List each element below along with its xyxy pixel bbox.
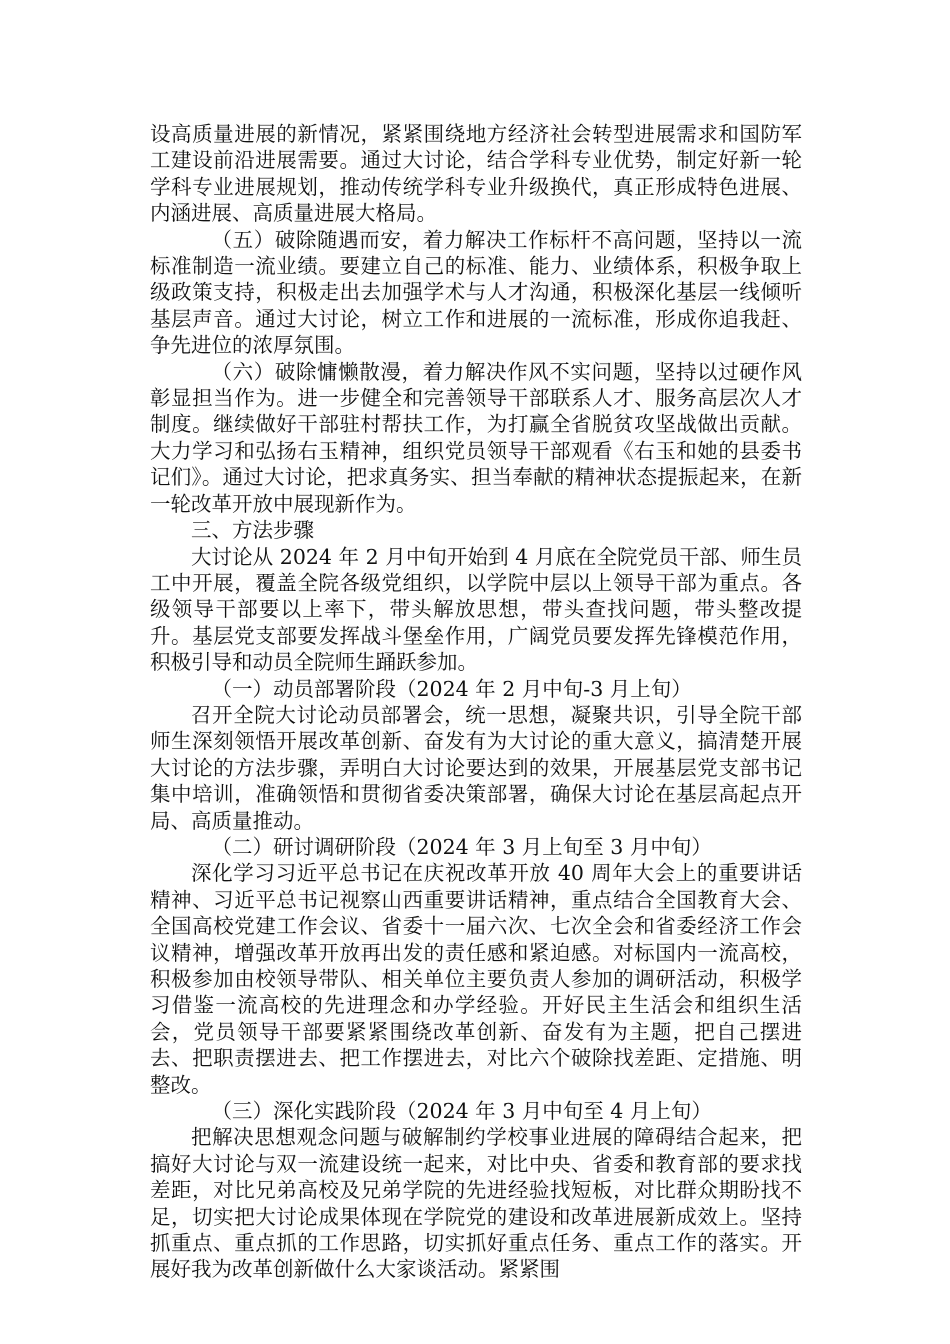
subheading-phase-2: （二）研讨调研阶段（2024 年 3 月上旬至 3 月中旬）	[211, 834, 712, 859]
paragraph-5: 召开全院大讨论动员部署会，统一思想，凝聚共识，引导全院干部师生深刻领悟开展改革创新、奋发有为大讨论的重大意义，搞清楚开展大讨论的方法步骤，弄明白大讨论要达到的效果，开展基层党支部书记集中培训，准确领悟和贯彻省委决策部署，确保大讨论在基层高起点开局、高质量推动。	[150, 702, 802, 833]
paragraph-1: 设高质量进展的新情况，紧紧围绕地方经济社会转型进展需求和国防军工建设前沿进展需要。通过大讨论，结合学科专业优势，制定好新一轮学科专业进展规划，推动传统学科专业升级换代，真正形成特色进展、内涵进展、高质量进展大格局。	[150, 122, 802, 226]
paragraph-7: 把解决思想观念问题与破解制约学校事业进展的障碍结合起来，把搞好大讨论与双一流建设统一起来，对比中央、省委和教育部的要求找差距，对比兄弟高校及兄弟学院的先进经验找短板，对比群众期盼找不足，切实把大讨论成果体现在学院党的建设和改革进展新成效上。坚持抓重点、重点抓的工作思路，切实抓好重点任务、重点工作的落实。开展好我为改革创新做什么大家谈活动。紧紧围	[150, 1125, 802, 1282]
section-heading: 三、方法步骤	[191, 518, 314, 543]
subheading-phase-3: （三）深化实践阶段（2024 年 3 月中旬至 4 月上旬）	[211, 1099, 712, 1124]
paragraph-3: （六）破除慵懒散漫，着力解决作风不实问题，坚持以过硬作风彰显担当作为。进一步健全和完善领导干部联系人才、服务高层次人才制度。继续做好干部驻村帮扶工作，为打赢全省脱贫攻坚战做出贡献。大力学习和弘扬右玉精神，组织党员领导干部观看《右玉和她的县委书记们》。通过大讨论，把求真务实、担当奉献的精神状态提振起来，在新一轮改革开放中展现新作为。	[150, 359, 802, 516]
subheading-phase-1: （一）动员部署阶段（2024 年 2 月中旬-3 月上旬）	[211, 676, 692, 701]
paragraph-2: （五）破除随遇而安，着力解决工作标杆不高问题，坚持以一流标准制造一流业绩。要建立自己的标准、能力、业绩体系，积极争取上级政策支持，积极走出去加强学术与人才沟通，积极深化基层一线倾听基层声音。通过大讨论，树立工作和进展的一流标准，形成你追我赶、争先进位的浓厚氛围。	[150, 227, 802, 358]
document-body	[150, 121, 802, 1283]
paragraph-6: 深化学习习近平总书记在庆祝改革开放 40 周年大会上的重要讲话精神、习近平总书记视察山西重要讲话精神，重点结合全国教育大会、全国高校党建工作会议、省委十一届六次、七次全会和省委经济工作会议精神，增强改革开放再出发的责任感和紧迫感。对标国内一流高校，积极参加由校领导带队、相关单位主要负责人参加的调研活动，积极学习借鉴一流高校的先进理念和办学经验。开好民主生活会和组织生活会，党员领导干部要紧紧围绕改革创新、奋发有为主题，把自己摆进去、把职责摆进去、把工作摆进去，对比六个破除找差距、定措施、明整改。	[150, 861, 802, 1097]
paragraph-4: 大讨论从 2024 年 2 月中旬开始到 4 月底在全院党员干部、师生员工中开展，覆盖全院各级党组织，以学院中层以上领导干部为重点。各级领导干部要以上率下，带头解放思想，带头查找问题，带头整改提升。基层党支部要发挥战斗堡垒作用，广阔党员要发挥先锋模范作用，积极引导和动员全院师生踊跃参加。	[150, 544, 802, 675]
